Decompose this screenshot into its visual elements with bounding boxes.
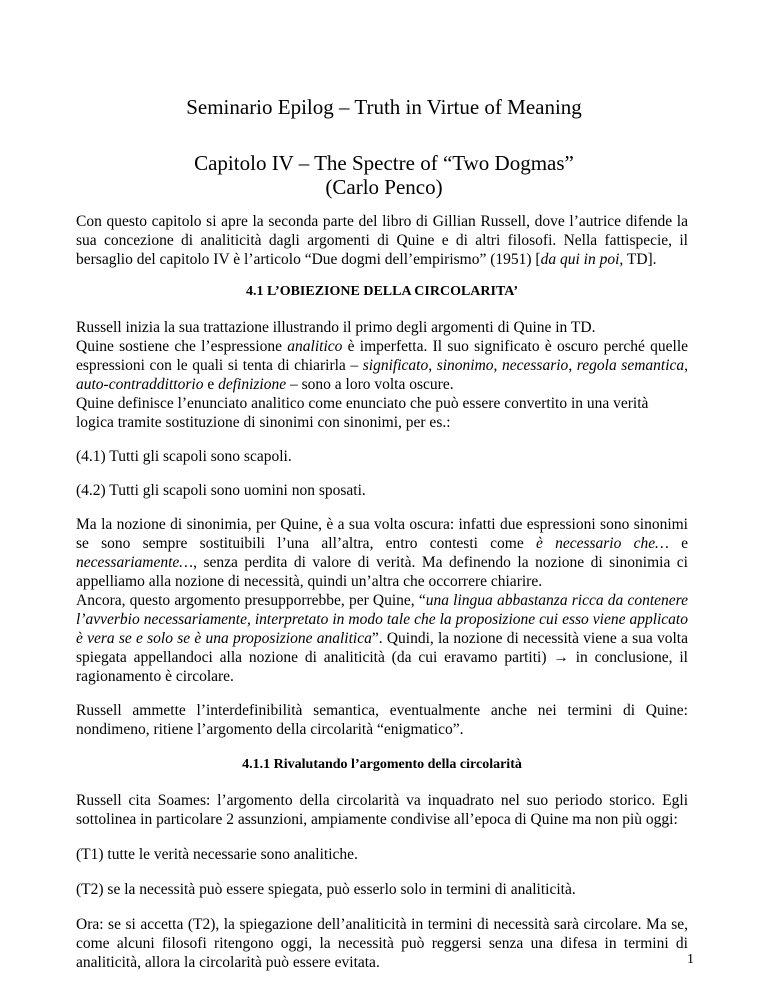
intro-paragraph: Con questo capitolo si apre la seconda parte del libro di Gillian Russell, dove l’autrice difende la sua concezione di analiticità dagli argomenti di Quine e di altri filosofi. Nella fattispecie, il bersaglio del capitolo IV è l’articolo “Due dogmi dell’empirismo” (1951) [da qui in poi, TD].: [76, 213, 688, 268]
document-title: Seminario Epilog – Truth in Virtue of Meaning: [186, 95, 582, 119]
thesis-line: (T1) tutte le verità necessarie sono analitiche.: [76, 846, 358, 863]
paragraph: Russell cita Soames: l’argomento della circolarità va inquadrato nel suo periodo storico. Egli sottolinea in particolare 2 assunzioni, ampiamente condivise all’epoca di Quine ma non più oggi:: [76, 792, 688, 828]
paragraph: Ancora, questo argomento presupporrebbe, per Quine, “una lingua abbastanza ricca da contenere l’avverbio necessariamente, interpretato in modo tale che la proposizione cui esso viene applicato è vera se e solo se è una proposizione analitica”. Quindi, la nozione di necessità viene a sua volta spiegata appellandoci alla nozione di analiticità (da cui eravamo partiti) → in conclusione, il ragionamento è circolare.: [76, 592, 688, 685]
example-line: (4.1) Tutti gli scapoli sono scapoli.: [76, 448, 292, 465]
paragraph: Quine definisce l’enunciato analitico come enunciato che può essere convertito in una verità logica tramite sostituzione di sinonimi con sinonimi, per es.:: [76, 395, 649, 431]
author-line: (Carlo Penco): [325, 175, 443, 199]
thesis-line: (T2) se la necessità può essere spiegata, può esserlo solo in termini di analiticità.: [76, 881, 576, 898]
paragraph: Ora: se si accetta (T2), la spiegazione dell’analiticità in termini di necessità sarà circolare. Ma se, come alcuni filosofi ritengono oggi, la necessità può reggersi senza una difesa in termini di analiticità, allora la circolarità può essere evitata.: [76, 916, 688, 971]
section-heading: 4.1 L’OBIEZIONE DELLA CIRCOLARITA’: [245, 284, 519, 299]
chapter-title: Capitolo IV – The Spectre of “Two Dogmas”: [194, 151, 574, 175]
arrow-icon: →: [553, 649, 569, 666]
page-number: 1: [687, 952, 694, 967]
document-body: [76, 212, 688, 972]
subsection-heading: 4.1.1 Rivalutando l’argomento della circolarità: [242, 757, 522, 772]
paragraph: Russell inizia la sua trattazione illustrando il primo degli argomenti di Quine in TD.: [76, 319, 596, 336]
paragraph: Quine sostiene che l’espressione analitico è imperfetta. Il suo significato è oscuro perché quelle espressioni con le quali si tenta di chiarirla – significato, sinonimo, necessario, regola semantica, auto-contraddittorio e definizione – sono a loro volta oscure.: [76, 338, 689, 393]
paragraph: Ma la nozione di sinonimia, per Quine, è a sua volta oscura: infatti due espressioni sono sinonimi se sono sempre sostituibili l’una all’altra, entro contesti come è necessario che… e necessariamente…, senza perdita di valore di verità. Ma definendo la nozione di sinonimia ci appelliamo alla nozione di necessità, quindi un’altra che occorrere chiarire.: [76, 516, 688, 590]
paragraph: Russell ammette l’interdefinibilità semantica, eventualmente anche nei termini di Quine: nondimeno, ritiene l’argomento della circolarità “enigmatico”.: [76, 702, 688, 738]
example-line: (4.2) Tutti gli scapoli sono uomini non sposati.: [76, 482, 366, 499]
